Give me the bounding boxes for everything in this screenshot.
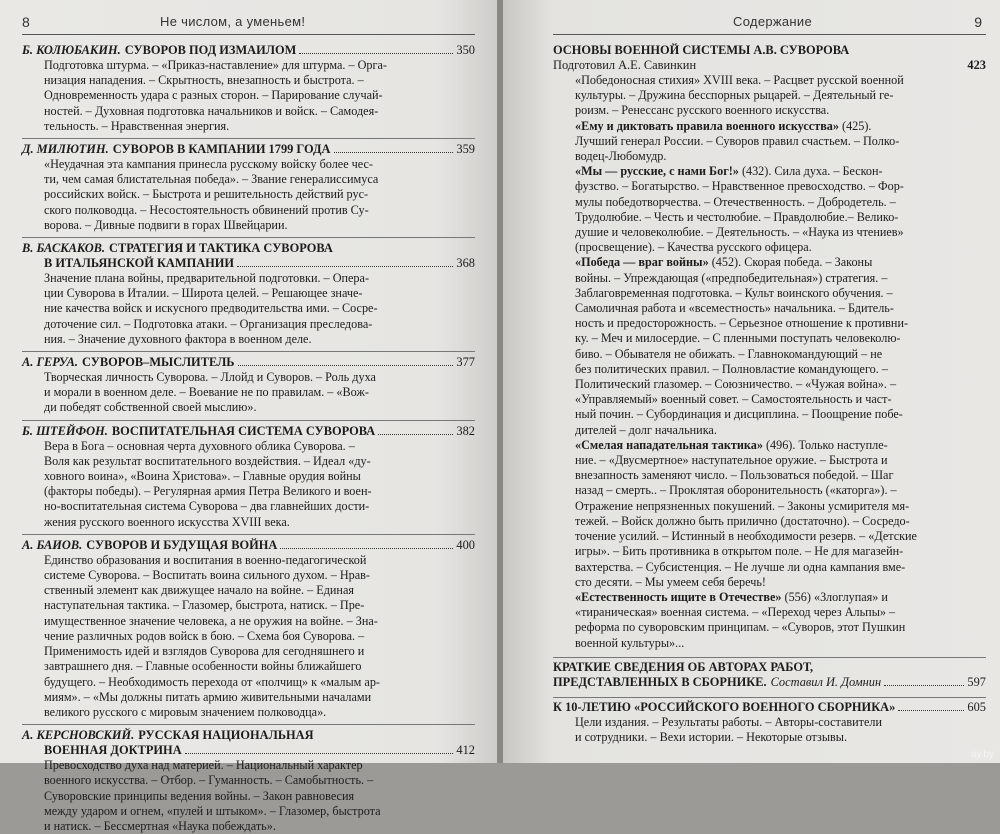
toc-entry-heading	[22, 355, 475, 370]
description-line: дителей – долг начальника.	[575, 422, 717, 437]
subsection-1	[575, 119, 986, 165]
toc-entry-page: 350	[456, 43, 475, 57]
authors-section-row	[553, 675, 986, 690]
section-divider-1	[553, 657, 986, 658]
anniversary-section-page: 605	[967, 699, 986, 714]
toc-entry-title: СУВОРОВ–МЫСЛИТЕЛЬ	[81, 355, 235, 370]
description-line: Превосходство духа над материей. – Национальный характер	[44, 758, 363, 773]
description-line: российских войск. – Быстрота и решительность действий рус-	[44, 187, 369, 202]
toc-entry-author: А. КЕРСНОВСКИЙ.	[22, 728, 135, 743]
description-line: Политический глазомер. – Союзничество. – «Чужая война». –	[575, 377, 897, 392]
toc-entry-heading	[22, 241, 475, 256]
toc-entry-title: СТРАТЕГИЯ И ТАКТИКА СУВОРОВА	[109, 241, 333, 256]
subsection-5-rest: (556) «Злоглупая» и	[784, 589, 888, 604]
description-line: военного искусства. – Отбор. – Гуманность. – Самобытность. –	[44, 773, 374, 788]
subsection-1-lines	[575, 134, 986, 164]
description-line: реформа по суворовским принципам. – «Суворов, этот Пушкин	[575, 620, 906, 635]
description-line: ку. – Меч и милосердие. – С пленными поступать человеколю-	[575, 331, 901, 346]
toc-entry	[22, 534, 475, 720]
page-number-right: 9	[974, 14, 982, 30]
toc-entry-author: В. БАСКАКОВ.	[22, 241, 106, 256]
description-line: Лучший генерал России. – Суворов правил счастьем. – Полко-	[575, 133, 900, 148]
toc-entry-title: ВОСПИТАТЕЛЬНАЯ СИСТЕМА СУВОРОВА	[111, 423, 376, 438]
toc-entry-author: А. БАИОВ.	[22, 537, 83, 552]
subsection-2-title: «Мы — русские, с нами Бог!»	[575, 164, 739, 179]
description-line: Трудолюбие. – Честь и честолюбие. – Правдолюбие.– Велико-	[575, 209, 899, 224]
description-line: завтрашнего дня. – Главные особенности войны ближайшего	[44, 659, 362, 674]
description-line: ный почин. – Субординация и дисциплина. – Поощрение побе-	[575, 407, 903, 422]
description-line: назад – смерть.. – Проклятая оборонительность («каторга»). –	[575, 483, 897, 498]
description-line: ховного воина», «Воина Христова». – Главные орудия войны	[44, 469, 361, 484]
authors-section-compiler: Составил И. Домнин	[770, 675, 882, 690]
leader-dots	[898, 710, 964, 711]
toc-entry-title-line2: ВОЕННАЯ ДОКТРИНА	[44, 743, 182, 758]
toc-entry-title: СУВОРОВ ПОД ИЗМАИЛОМ	[124, 43, 297, 57]
description-line: сто десяти. – Мы умеем себя беречь!	[575, 574, 766, 589]
description-line: будущего. – Необходимость перехода от «полчищ» к «малым ар-	[44, 674, 380, 689]
leader-dots	[238, 365, 454, 366]
description-line: ственный элемент как движущее начало на войне. – Единая	[44, 583, 354, 598]
anniversary-section-lines	[575, 715, 986, 745]
left-page	[0, 0, 497, 833]
toc-entry-description	[22, 553, 475, 720]
subsection-5-lines	[575, 605, 986, 651]
toc-entry-page: 359	[456, 142, 475, 157]
main-section-byline-row	[553, 58, 986, 73]
subsection-2-rest: (432). Сила духа. – Бескон-	[741, 164, 883, 179]
entry-divider	[22, 351, 475, 352]
description-line: жения русского военного искусства XVIII века.	[44, 514, 290, 529]
description-line: доточение сил. – Подготовка атаки. – Организация преследова-	[44, 316, 373, 331]
subsection-3-title: «Победа — враг войны»	[575, 255, 709, 270]
description-line: вахтерства. – Субсистенция. – Не лучше ли одна кампания вме-	[575, 559, 906, 574]
description-line: «тираническая» военная система. – «Переход через Альпы» –	[575, 605, 896, 620]
main-section-page: 423	[967, 58, 986, 72]
toc-entry	[22, 351, 475, 416]
entry-divider	[22, 138, 475, 139]
subsection-3-lines	[575, 271, 986, 438]
toc-entry-author: А. ГЕРУА.	[22, 355, 78, 370]
toc-entry-title: СУВОРОВ И БУДУЩАЯ ВОЙНА	[86, 537, 278, 552]
description-line: Самоличная работа и «всеместность» начальника. – Бдитель-	[575, 301, 894, 316]
description-line: Применимость идей и взглядов Суворова для сегодняшнего и	[44, 644, 365, 659]
toc-entry-description	[22, 157, 475, 233]
toc-entry-heading-cont	[22, 256, 475, 271]
toc-entry-page: 400	[456, 537, 475, 552]
subsection-1-page: (425).	[842, 118, 872, 133]
description-line: Заблаговременная подготовка. – Культ воинского обучения. –	[575, 285, 893, 300]
description-line: ского полководца. – Несостоятельность обвинений против Су-	[44, 202, 369, 217]
description-line: культуры. – Дружина бесспорных рыцарей. – Деятельный ге-	[575, 88, 894, 103]
description-line: Значение плана войны, предварительной подготовки. – Опера-	[44, 271, 369, 286]
authors-section-line2: ПРЕДСТАВЛЕННЫХ В СБОРНИКЕ.	[553, 675, 767, 690]
toc-entry	[22, 43, 475, 134]
toc-entry-title: СУВОРОВ В КАМПАНИИ 1799 ГОДА	[112, 142, 331, 157]
running-title-right: Содержание	[733, 14, 812, 29]
description-line: ции Суворова в Италии. – Широта целей. – Решающее значе-	[44, 286, 363, 301]
description-line: ние. – «Двусмертное» наступательное оружие. – Быстрота и	[575, 453, 888, 468]
toc-entry-description	[22, 271, 475, 347]
description-line: мулы победотворчества. – Отечественность. – Добродетель. –	[575, 194, 896, 209]
description-line: но-воспитательная система Суворова – два главнейших дости-	[44, 499, 370, 514]
description-line: внезапность заменяют число. – Пользоваться победой. – Шаг	[575, 468, 894, 483]
description-line: (просвещение). – Качества русского офицера.	[575, 240, 812, 255]
toc-entry-page: 377	[456, 355, 475, 370]
toc-entry-description	[22, 758, 475, 834]
entry-divider	[22, 534, 475, 535]
toc-entry-heading	[22, 43, 475, 58]
description-line: биво. – Обывателя не обижать. – Главнокомандующий – не	[575, 346, 883, 361]
entry-divider	[22, 237, 475, 238]
description-line: «Неудачная эта кампания принесла русскому войску более чес-	[44, 157, 373, 172]
page-number-left: 8	[22, 14, 30, 30]
description-line: войны. – Упреждающая («предпобедительная») стратегия. –	[575, 270, 888, 285]
leader-dots	[299, 53, 453, 54]
description-line: без политических правил. – Полновластие командующего. –	[575, 361, 888, 376]
description-line: Суворовские принципы ведения войны. – Закон равновесия	[44, 788, 355, 803]
leader-dots	[237, 266, 453, 267]
toc-entry	[22, 138, 475, 233]
subsection-2-lines	[575, 179, 986, 255]
subsection-5	[575, 590, 986, 651]
description-line: водец-Любомудр.	[575, 149, 667, 164]
toc-entry-page: 368	[456, 256, 475, 271]
toc-entry-heading	[22, 142, 475, 157]
toc-entry	[22, 237, 475, 347]
toc-entries-left	[22, 43, 475, 834]
anniversary-section-title: К 10-ЛЕТИЮ «РОССИЙСКОГО ВОЕННОГО СБОРНИКА»	[553, 699, 896, 714]
description-line: миям». – «Мы должны питать армию живительными началами	[44, 689, 372, 704]
toc-entry-title-line2: В ИТАЛЬЯНСКОЙ КАМПАНИИ	[44, 256, 235, 271]
description-line: Подготовка штурма. – «Приказ-наставление» для штурма. – Орга-	[44, 58, 387, 72]
toc-entry-heading	[22, 424, 475, 439]
description-line: низация нападения. – Скрытность, внезапность и быстрота. –	[44, 73, 364, 88]
description-line: Творческая личность Суворова. – Ллойд и Суворов. – Роль духа	[44, 370, 376, 385]
section-divider-2	[553, 697, 986, 698]
subsection-2	[575, 164, 986, 255]
description-line: «Победоносная стихия» XVIII века. – Расцвет русской военной	[575, 73, 904, 87]
authors-section-page: 597	[967, 675, 986, 690]
leader-dots	[378, 434, 453, 435]
description-line: Отражение непрязненных покушений. – Законы усмирителя мя-	[575, 498, 910, 513]
description-line: между ударом и огнем, «пулей и штыком». – Глазомер, быстрота	[44, 803, 381, 818]
description-line: ностей. – Духовная подготовка начальников и войск. – Самодея-	[44, 103, 379, 118]
description-line: и морали в военном деле. – Воевание не по правилам. – «Вож-	[44, 385, 369, 400]
entry-divider	[22, 420, 475, 421]
description-line: роизм. – Ренессанс русского военного искусства.	[575, 103, 830, 118]
subsection-3	[575, 255, 986, 437]
description-line: Единство образования и воспитания в военно-педагогической	[44, 552, 367, 567]
subsection-1-title: «Ему и диктовать правила военного искусства»	[575, 118, 839, 133]
description-line: великого русского с мировым значением полководца».	[44, 704, 327, 719]
toc-entry-author: Б. КОЛЮБАКИН.	[22, 43, 121, 57]
description-line: ди победят собственной своей мыслию».	[44, 400, 257, 415]
prepared-by: Подготовил А.Е. Савинкин	[553, 58, 697, 72]
description-line: системе Суворова. – Воспитать воина сильного духом. – Нрав-	[44, 568, 370, 583]
description-line: ния. – Значение духовного фактора в военном деле.	[44, 331, 312, 346]
toc-entry-description	[22, 370, 475, 416]
description-line: душие и человеколюбие. – Деятельность. – «Наука из чтениев»	[575, 225, 904, 240]
toc-entry-heading-cont	[22, 743, 475, 758]
description-line: игры». – Бить противника в открытом поле. – Не для магазейн-	[575, 544, 904, 559]
description-line: чение различных родов войск в бою. – Схема боя Суворова. –	[44, 628, 365, 643]
running-head-right	[553, 14, 986, 35]
description-line: Одновременность удара с разных сторон. – Парирование случай-	[44, 88, 383, 103]
subsection-3-rest: (452). Скорая победа. – Законы	[711, 255, 873, 270]
toc-entry-description	[22, 439, 475, 530]
description-line: наступательная тактика. – Глазомер, быстрота, натиск. – Пре-	[44, 598, 365, 613]
watermark: ay.by	[970, 749, 994, 760]
running-title-left: Не числом, а уменьем!	[160, 14, 306, 29]
leader-dots	[334, 152, 454, 153]
main-section-title: ОСНОВЫ ВОЕННОЙ СИСТЕМЫ А.В. СУВОРОВА	[553, 43, 850, 57]
description-line: и натиск. – Бессмертная «Наука побеждать».	[44, 818, 276, 833]
toc-entry-author: Д. МИЛЮТИН.	[22, 142, 109, 157]
description-line: имущественное значение человека, а не оружия на войне. – Зна-	[44, 613, 378, 628]
description-line: «Управляемый» военный совет. – Самостоятельность и част-	[575, 392, 892, 407]
subsection-4-lines	[575, 453, 986, 590]
anniversary-lines-block	[553, 715, 986, 745]
toc-entry-heading	[22, 728, 475, 743]
description-line: ние качества войск и искусного предводительства ими. – Сосре-	[44, 301, 378, 316]
leader-dots	[280, 548, 453, 549]
toc-entry	[22, 724, 475, 834]
description-line: Вера в Бога – основная черта духовного облика Суворова. –	[44, 438, 355, 453]
leader-dots	[884, 685, 964, 686]
description-line: (факторы победы). – Регулярная армия Петра Великого и воен-	[44, 484, 372, 499]
description-line: ность и предосторожность. – Серьезное отношение к противни-	[575, 316, 909, 331]
description-line: фузство. – Богатырство. – Нравственное превосходство. – Фор-	[575, 179, 904, 194]
description-line: точение усилий. – Истинный в необходимости резерв. – «Детские	[575, 529, 917, 544]
running-head-left	[22, 14, 475, 35]
description-line: ворова. – Дивные подвиги в горах Швейцарии.	[44, 217, 288, 232]
description-line: Воля как результат воспитательного воздействия. – Идеал «ду-	[44, 453, 371, 468]
authors-section-line1: КРАТКИЕ СВЕДЕНИЯ ОБ АВТОРАХ РАБОТ,	[553, 659, 814, 674]
toc-entry-page: 382	[456, 423, 475, 438]
anniversary-section-row	[553, 700, 986, 715]
description-line: тежей. – Войск должно быть прилично (достаточно). – Сосредо-	[575, 513, 910, 528]
toc-entry	[22, 420, 475, 530]
description-line: ти, чем самая блистательная победа». – Звание генералиссимуса	[44, 172, 379, 187]
description-line: военной культуры»...	[575, 635, 685, 650]
subsection-4	[575, 438, 986, 590]
description-line: и сотрудники. – Вехи истории. – Некоторые отзывы.	[575, 730, 848, 745]
right-page	[503, 0, 1000, 763]
subsection-4-title: «Смелая нападательная тактика»	[575, 437, 763, 452]
subsection-5-title: «Естественность ищите в Отечестве»	[575, 589, 782, 604]
subsection-4-rest: (496). Только наступле-	[765, 437, 888, 452]
toc-entry-page: 412	[456, 743, 475, 758]
toc-entry-author: Б. ШТЕЙФОН.	[22, 423, 108, 438]
intro-lines	[575, 73, 986, 119]
leader-dots	[185, 753, 454, 754]
toc-entry-description	[22, 58, 475, 134]
description-line: Цели издания. – Результаты работы. – Авторы-составители	[575, 714, 883, 729]
toc-entry-heading	[22, 538, 475, 553]
description-line: тельность. – Нравственная энергия.	[44, 118, 230, 133]
entry-divider	[22, 724, 475, 725]
toc-entry-title: РУССКАЯ НАЦИОНАЛЬНАЯ	[138, 728, 314, 743]
intro-block	[553, 73, 986, 651]
